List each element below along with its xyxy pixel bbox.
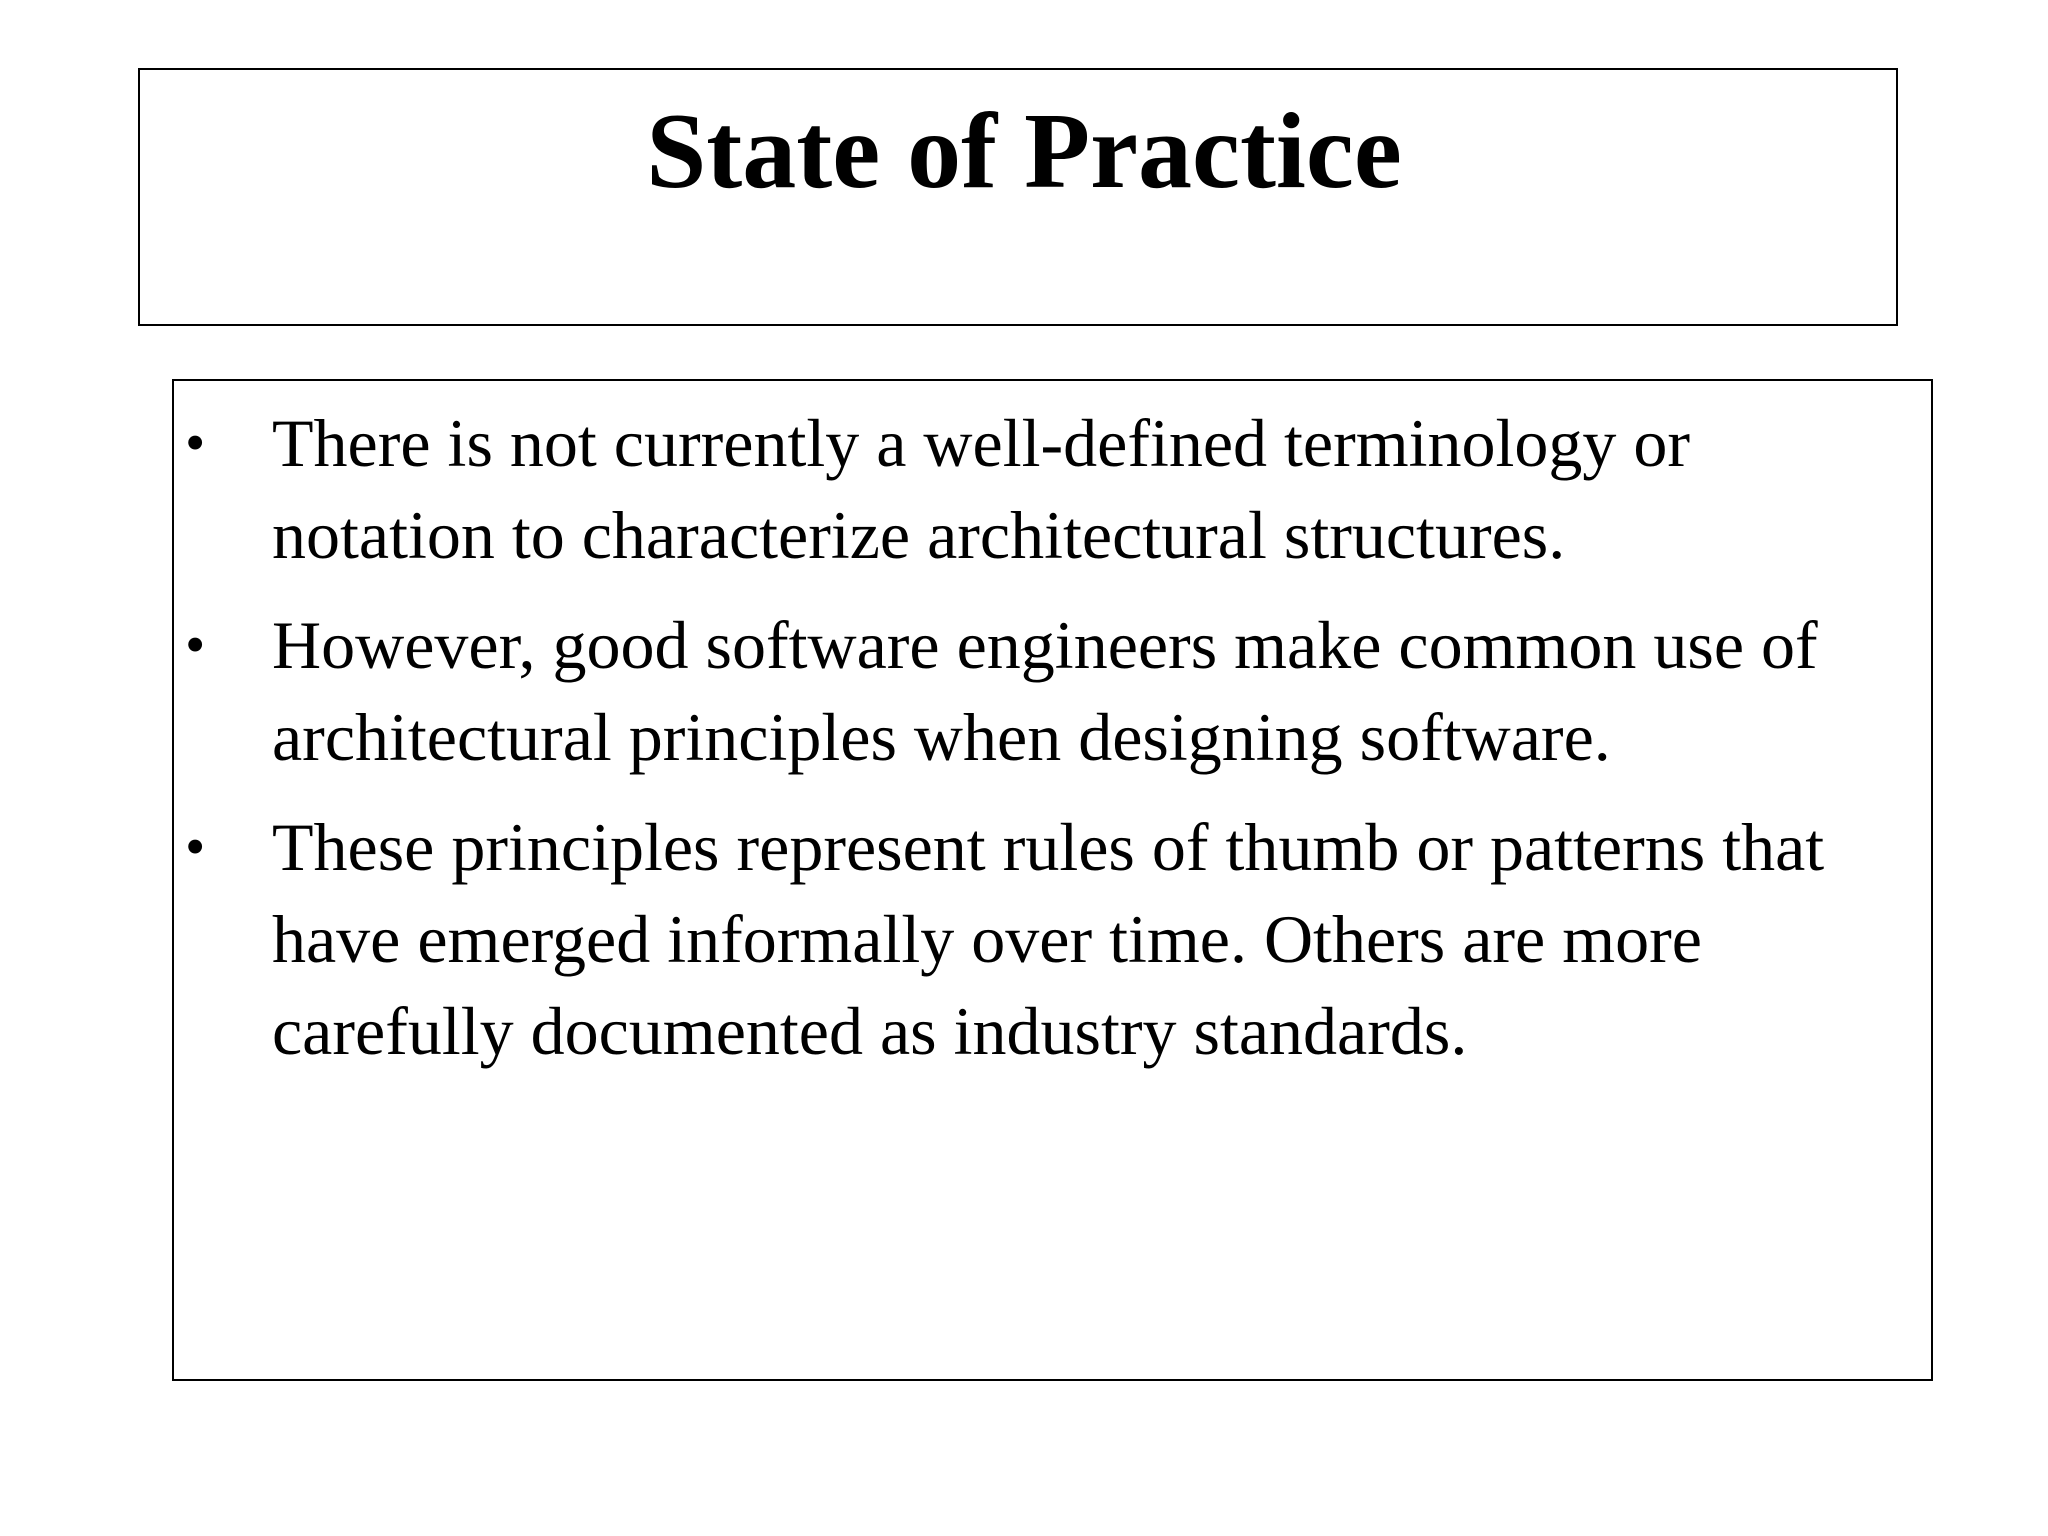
bullet-item (0, 397, 1892, 581)
bullet-text: There is not currently a well-defined terminology or notation to characterize architectural structures. (272, 405, 1691, 573)
bullet-item (0, 599, 1892, 783)
bullet-text: However, good software engineers make common use of architectural principles when designing software. (272, 607, 1818, 775)
bullet-list (0, 397, 2048, 1095)
bullet-icon: • (185, 814, 206, 879)
bullet-icon: • (185, 410, 206, 475)
bullet-icon: • (185, 612, 206, 677)
bullet-text: These principles represent rules of thumb or patterns that have emerged informally over time. Others are more carefully documented as industry standards. (272, 809, 1825, 1069)
slide-title: State of Practice (646, 92, 1402, 211)
bullet-item (0, 801, 1892, 1077)
